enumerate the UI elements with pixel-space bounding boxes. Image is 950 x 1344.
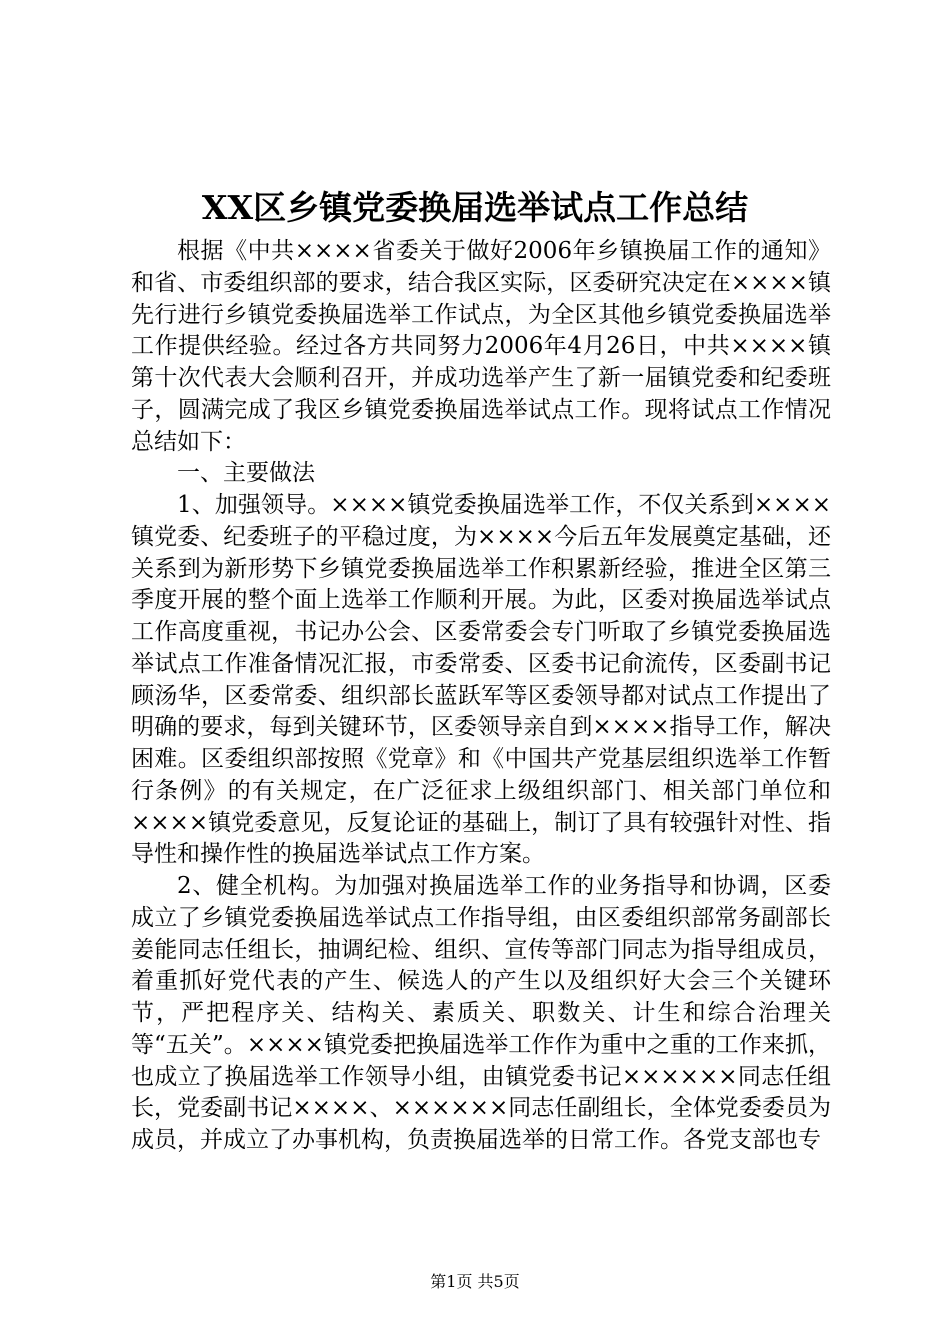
section-heading-main-practices: 一、主要做法 [177,460,315,487]
page-number: 第1页 共5页 [430,1272,520,1291]
paragraph-intro: 根据《中共××××省委关于做好2006年乡镇换届工作的通知》和省、市委组织部的要求，结合我区实际，区委研究决定在××××镇先行进行乡镇党委换届选举工作试点，为全区其他乡镇党委换届选举工作提供经验。经过各方共同努力2006年4月26日，中共××××镇第十次代表大会顺利召开，并成功选举产生了新一届镇党委和纪委班子，圆满完成了我区乡镇党委换届选举试点工作。现将试点工作情况总结如下： [131,238,831,455]
paragraph-strengthen-leadership: 1、加强领导。××××镇党委换届选举工作，不仅关系到××××镇党委、纪委班子的平稳过度，为××××今后五年发展奠定基础，还关系到为新形势下乡镇党委换届选举工作积累新经验，推进全区第三季度开展的整个面上选举工作顺利开展。为此，区委对换届选举试点工作高度重视，书记办公会、区委常委会专门听取了乡镇党委换届选举试点工作准备情况汇报，市委常委、区委书记俞流传，区委副书记顾汤华，区委常委、组织部长蓝跃军等区委领导都对试点工作提出了明确的要求，每到关键环节，区委领导亲自到××××指导工作，解决困难。区委组织部按照《党章》和《中国共产党基层组织选举工作暂行条例》的有关规定，在广泛征求上级组织部门、相关部门单位和××××镇党委意见，反复论证的基础上，制订了具有较强针对性、指导性和操作性的换届选举试点工作方案。 [131,492,831,868]
paragraph-improve-organization: 2、健全机构。为加强对换届选举工作的业务指导和协调，区委成立了乡镇党委换届选举试点工作指导组，由区委组织部常务副部长姜能同志任组长，抽调纪检、组织、宣传等部门同志为指导组成员，着重抓好党代表的产生、候选人的产生以及组织好大会三个关键环节，严把程序关、结构关、素质关、职数关、计生和综合治理关等“五关”。××××镇党委把换届选举工作作为重中之重的工作来抓，也成立了换届选举工作领导小组，由镇党委书记××××××同志任组长，党委副书记××××、××××××同志任副组长，全体党委委员为成员，并成立了办事机构，负责换届选举的日常工作。各党支部也专 [131,873,831,1153]
document-title: XX区乡镇党委换届选举试点工作总结 [201,188,749,227]
document-body [131,236,831,1157]
